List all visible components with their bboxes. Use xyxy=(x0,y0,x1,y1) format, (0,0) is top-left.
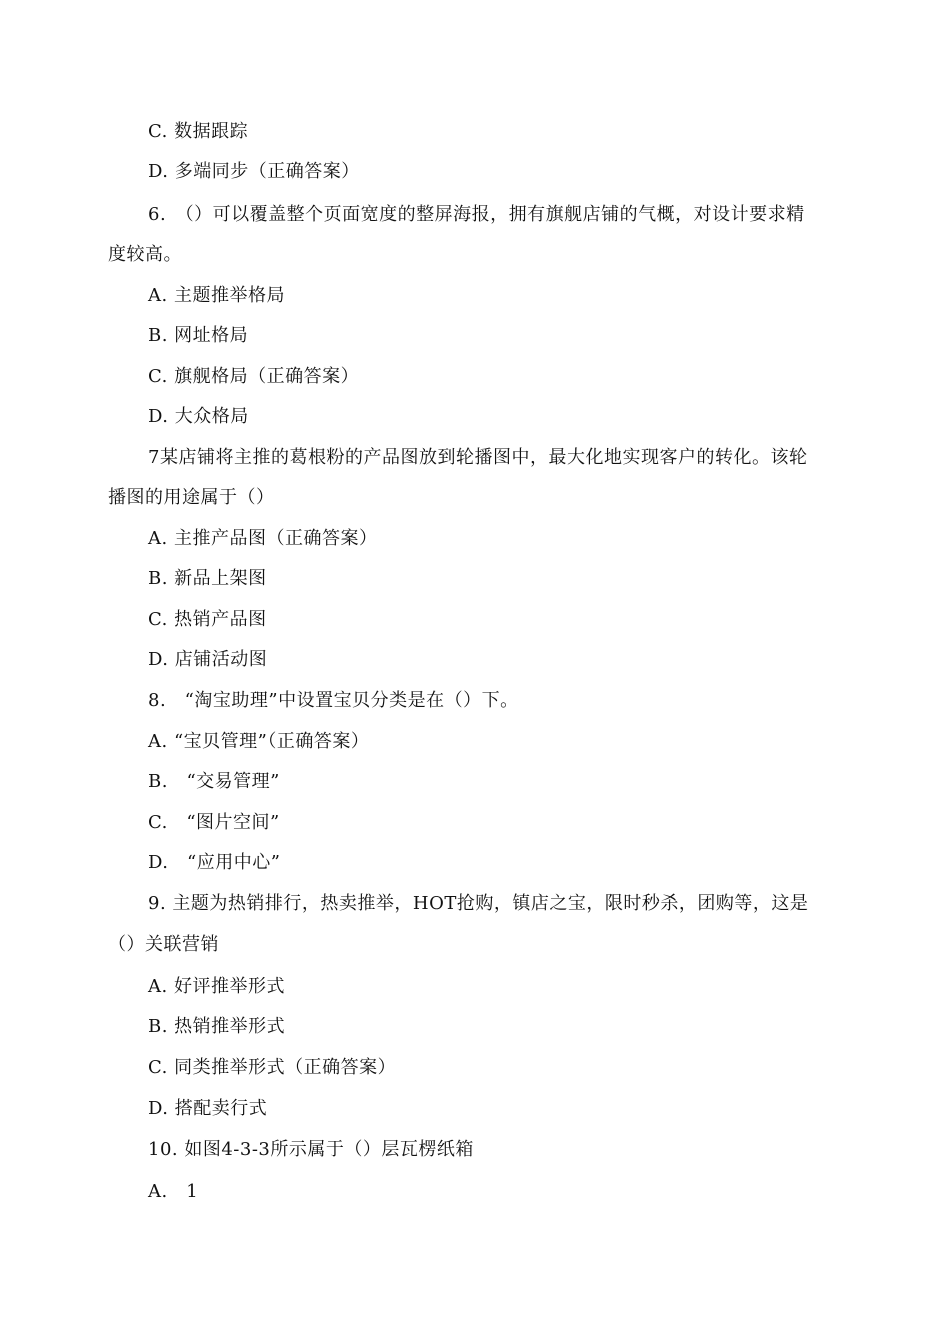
question-9: 9. 主题为热销排行，热卖推举，HOT抢购，镇店之宝，限时秒杀，团购等，这是 xyxy=(148,893,809,914)
option-b-q8: B. “交易管理” xyxy=(148,771,280,792)
option-a-q6: A. 主题推举格局 xyxy=(148,285,285,306)
option-c-q9: C. 同类推举形式（正确答案） xyxy=(148,1057,397,1078)
option-c-q5: C. 数据跟踪 xyxy=(148,121,249,142)
option-d-q7: D. 店铺活动图 xyxy=(148,649,268,670)
option-b-q9: B. 热销推举形式 xyxy=(148,1016,286,1037)
question-7-continued: 播图的用途属于（） xyxy=(108,487,275,508)
question-10: 10. 如图4-3-3所示属于（）层瓦楞纸箱 xyxy=(148,1139,474,1160)
option-a-q9: A. 好评推举形式 xyxy=(148,976,285,997)
option-c-q8: C. “图片空间” xyxy=(148,812,280,833)
question-6-continued: 度较高。 xyxy=(108,244,182,265)
option-a-q8: A. “宝贝管理”（正确答案） xyxy=(148,731,370,752)
option-b-q7: B. 新品上架图 xyxy=(148,568,267,589)
question-7: 7某店铺将主推的葛根粉的产品图放到轮播图中，最大化地实现客户的转化。该轮 xyxy=(148,447,808,468)
option-c-q6: C. 旗舰格局（正确答案） xyxy=(148,366,360,387)
option-a-q7: A. 主推产品图（正确答案） xyxy=(148,528,378,549)
option-a-q10: A. 1 xyxy=(148,1181,199,1202)
option-d-q5: D. 多端同步（正确答案） xyxy=(148,161,360,182)
option-d-q8: D. “应用中心” xyxy=(148,852,281,873)
question-8: 8. “淘宝助理”中设置宝贝分类是在（）下。 xyxy=(148,690,519,711)
question-6: 6. （）可以覆盖整个页面宽度的整屏海报，拥有旗舰店铺的气概，对设计要求精 xyxy=(148,204,805,225)
option-d-q9: D. 搭配卖行式 xyxy=(148,1098,268,1119)
option-c-q7: C. 热销产品图 xyxy=(148,609,267,630)
option-b-q6: B. 网址格局 xyxy=(148,325,249,346)
option-d-q6: D. 大众格局 xyxy=(148,406,249,427)
question-9-continued: （）关联营销 xyxy=(108,934,219,955)
